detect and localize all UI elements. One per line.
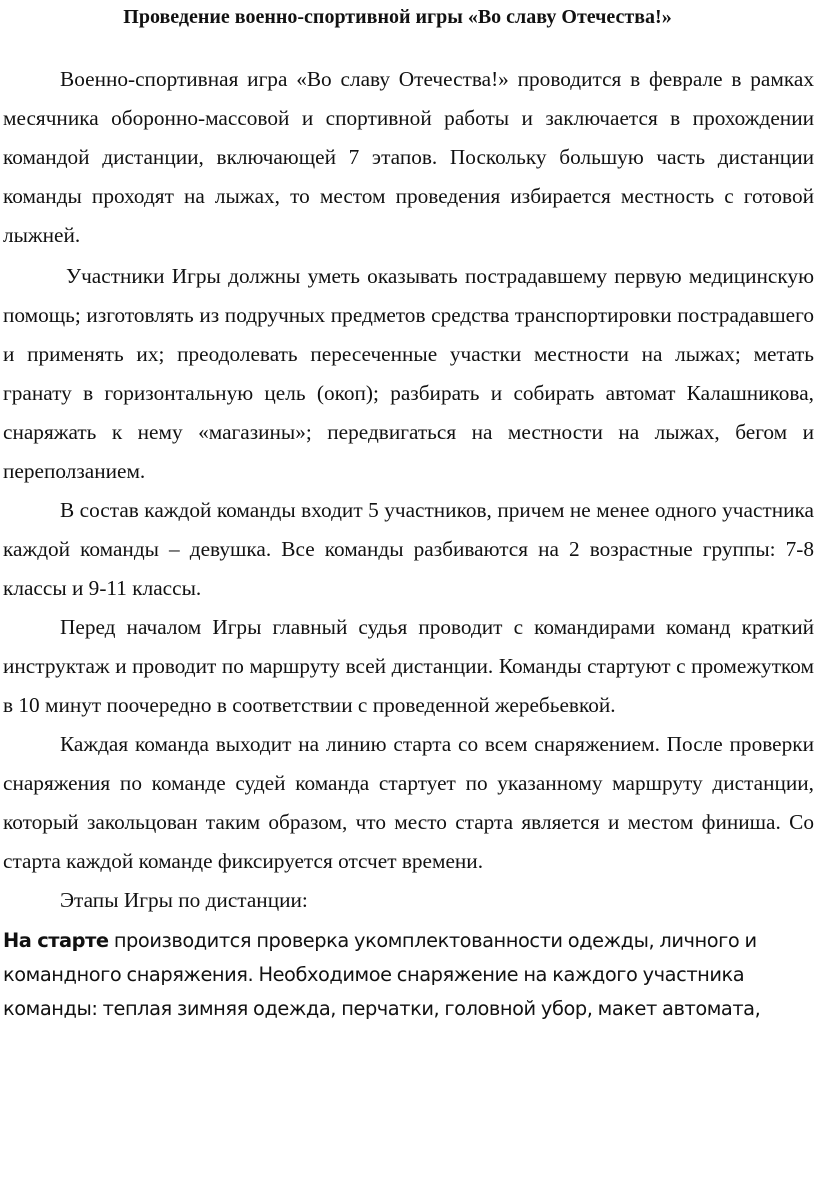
paragraph-participants-skills: Участники Игры должны уметь оказывать пострадавшему первую медицинскую помощь; изготовлять из подручных предметов средства транспортировки пострадавшего и применять их; преодолевать пересеченные участки местности на лыжах; метать гранату в горизонтальную цель (окоп); разбирать и собирать автомат Калашникова, снаряжать к нему «магазины»; передвигаться на местности на лыжах, бегом и переползанием. xyxy=(3,264,814,483)
start-section xyxy=(3,924,814,1026)
paragraph-stages-heading: Этапы Игры по дистанции: xyxy=(60,888,308,912)
start-section-lead: На старте xyxy=(3,929,109,952)
paragraph-team-composition: В состав каждой команды входит 5 участников, причем не менее одного участника каждой команды – девушка. Все команды разбиваются на 2 возрастные группы: 7-8 классы и 9-11 классы. xyxy=(3,498,814,600)
paragraph-intro: Военно-спортивная игра «Во славу Отечества!» проводится в феврале в рамках месячника оборонно-массовой и спортивной работы и заключается в прохождении командой дистанции, включающей 7 этапов. Поскольку большую часть дистанции команды проходят на лыжах, то местом проведения избирается местность с готовой лыжней. xyxy=(3,67,814,247)
document-title: Проведение военно-спортивной игры «Во славу Отечества!» xyxy=(123,6,672,28)
start-section-text: производится проверка укомплектованности одежды, личного и командного снаряжения. Необходимое снаряжение на каждого участника команды: теплая зимняя одежда, перчатки, головной убор, макет автомата, xyxy=(3,929,761,1020)
paragraph-start-procedure: Каждая команда выходит на линию старта со всем снаряжением. После проверки снаряжения по команде судей команда стартует по указанному маршруту дистанции, который закольцован таким образом, что место старта является и местом финиша. Со старта каждой команде фиксируется отсчет времени. xyxy=(3,732,814,873)
paragraph-briefing: Перед началом Игры главный судья проводит с командирами команд краткий инструктаж и проводит по маршруту всей дистанции. Команды стартуют с промежутком в 10 минут поочередно в соответствии с проведенной жеребьевкой. xyxy=(3,615,814,717)
